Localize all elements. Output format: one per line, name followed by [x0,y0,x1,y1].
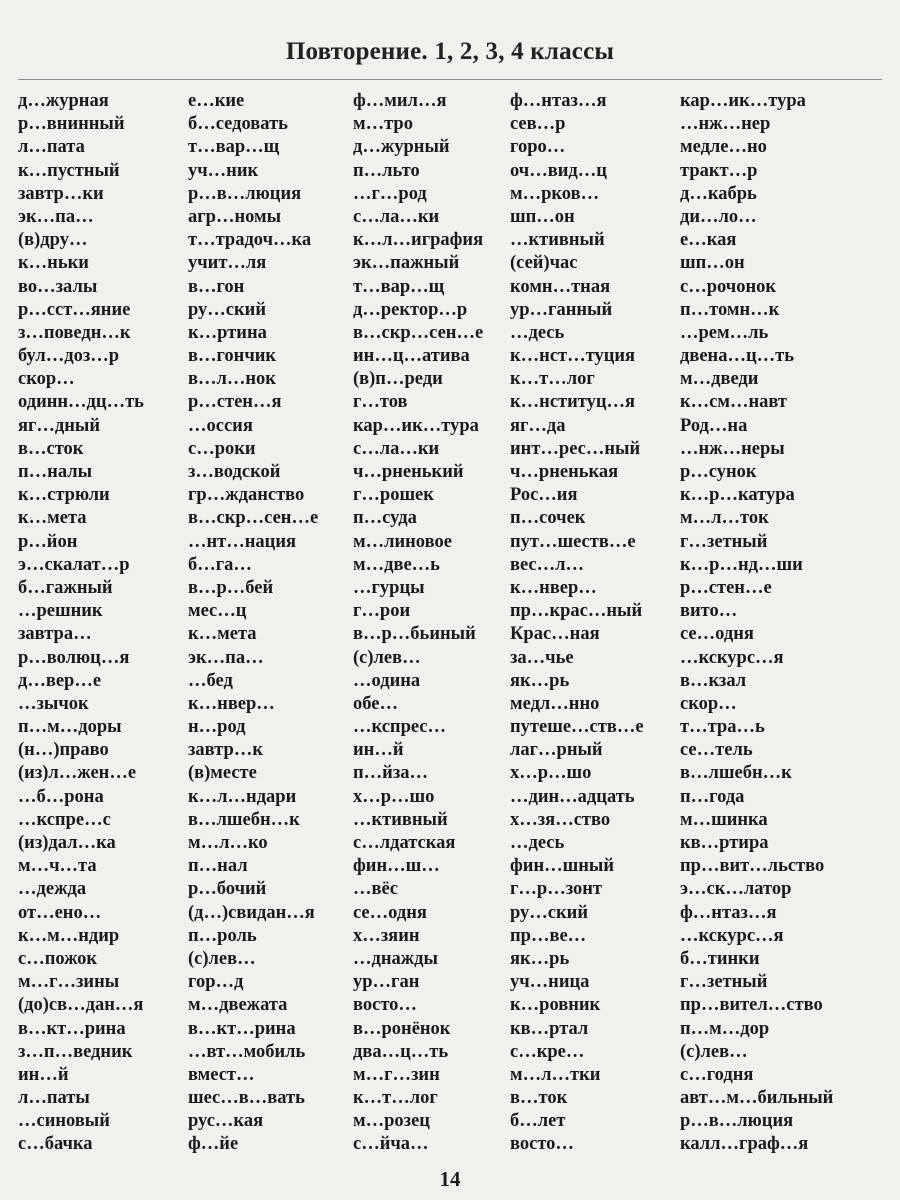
word-item: в…р…бей [188,577,274,598]
word-item: с…рочонок [680,276,777,297]
word-item: …вёс [353,879,398,900]
word-item: м…дведи [680,369,759,390]
word-item: в…гон [188,276,245,297]
word-column-2 [188,90,318,1157]
word-item: …нт…нация [188,531,296,552]
word-item: рус…кая [188,1111,264,1132]
word-item: агр…номы [188,206,282,227]
word-item: (с)лев… [188,948,256,969]
word-item: …гурцы [353,577,425,598]
word-item: в…ток [510,1088,568,1109]
word-item: медл…нно [510,693,600,714]
word-item: к…пустный [18,160,120,181]
word-item: Крас…ная [510,624,600,645]
word-item: п…томн…к [680,299,780,320]
word-item: ин…й [353,740,404,761]
word-item: п…роль [188,925,257,946]
word-item: учит…ля [188,253,267,274]
word-item: …десь [510,322,565,343]
word-item: вес…л… [510,554,585,575]
word-item: одинн…дц…ть [18,392,144,413]
word-item: …ктивный [353,809,448,830]
word-item: Рос…ия [510,485,578,506]
word-item: бул…доз…р [18,346,120,367]
word-item: (с)лев… [353,647,421,668]
word-item: д…ректор…р [353,299,468,320]
word-item: с…ла…ки [353,438,440,459]
word-item: д…журная [18,91,109,111]
word-item: …днажды [353,948,438,969]
word-item: (н…)право [18,740,109,761]
word-item: к…нст…туция [510,346,636,367]
word-item: к…т…лог [353,1088,438,1109]
word-item: (из)дал…ка [18,833,116,853]
word-item: кар…ик…тура [353,415,479,436]
word-item: се…одня [353,902,427,923]
word-item: …бед [188,670,233,691]
word-item: ч…рненькая [510,462,619,482]
word-item: с…годня [680,1064,754,1085]
word-item: м…г…зин [353,1064,440,1085]
word-item: шес…в…вать [188,1088,305,1109]
word-item: б…гажный [18,577,113,598]
word-item: в…гончик [188,346,277,367]
word-item: с…бачка [18,1134,93,1155]
word-item: (в)месте [188,763,257,784]
word-item: п…суда [353,508,417,529]
word-item: к…т…лог [510,369,595,390]
word-item: д…вер…е [18,670,102,691]
word-item: с…лдатская [353,833,456,853]
word-item: т…традоч…ка [188,230,312,251]
word-item: м…л…тки [510,1064,601,1085]
word-item: восто… [510,1134,574,1155]
word-item: б…тинки [680,948,760,969]
word-item: ди…ло… [680,206,757,227]
word-item: (до)св…дан…я [18,995,144,1016]
word-item: н…род [188,717,246,738]
word-item: з…поведн…к [18,322,131,343]
word-item: з…водской [188,462,281,482]
word-item: ч…рненький [353,462,464,482]
word-item: б…га… [188,554,252,575]
word-item: Род…на [680,415,748,436]
word-item: р…в…люция [680,1111,794,1132]
word-item: в…л…нок [188,369,276,390]
word-item: в…скр…сен…е [353,322,484,343]
word-item: вмест… [188,1064,255,1085]
word-item: к…л…ндари [188,786,297,807]
word-item: м…г…зины [18,972,120,993]
word-item: б…лет [510,1111,566,1132]
word-item: к…стрюли [18,485,110,506]
word-item: п…м…доры [18,717,122,738]
word-item: двена…ц…ть [680,346,794,367]
word-item: д…журный [353,137,450,158]
word-item: м…двежата [188,995,288,1016]
word-item: се…тель [680,740,753,761]
word-item: як…рь [510,670,570,691]
word-item: комн…тная [510,276,611,297]
word-item: ф…мил…я [353,91,447,111]
word-item: …г…род [353,183,427,204]
word-column-3 [353,90,483,1157]
word-item: сев…р [510,114,566,135]
word-item: р…йон [18,531,78,552]
word-item: …решник [18,601,103,622]
word-item: р…волюц…я [18,647,130,668]
word-item: с…роки [188,438,256,459]
word-item: пр…ве… [510,925,587,946]
page-number: 14 [439,1167,461,1191]
word-item: як…рь [510,948,570,969]
word-item: кв…ртал [510,1018,589,1039]
word-item: эк…пажный [353,253,460,274]
word-item: к…мета [188,624,257,645]
word-item: пр…вит…льство [680,856,825,877]
word-item: р…стен…я [188,392,282,413]
word-item: р…стен…е [680,577,772,598]
word-item: в…кзал [680,670,747,691]
word-item: т…тра…ь [680,717,765,738]
word-item: с…кре… [510,1041,585,1062]
word-item: во…залы [18,276,98,297]
word-item: ру…ский [510,902,588,923]
word-item: уч…ник [188,160,259,181]
word-item: яг…да [510,415,566,436]
word-item: в…ронёнок [353,1018,451,1039]
word-item: в…лшебн…к [680,763,792,784]
word-item: эк…па… [18,206,94,227]
word-item: гор…д [188,972,244,993]
word-item: х…р…шо [510,763,592,784]
word-item: гр…жданство [188,485,305,506]
word-item: …ктивный [510,230,605,251]
word-item: к…ртина [188,322,267,343]
word-item: скор… [680,693,737,714]
word-item: пр…вител…ство [680,995,823,1016]
word-item: л…паты [18,1088,90,1109]
word-item: ф…нтаз…я [680,902,777,923]
word-item: пр…крас…ный [510,601,643,622]
word-item: яг…дный [18,415,101,436]
word-item: ин…й [18,1064,69,1085]
word-item: р…сст…яние [18,299,131,320]
word-item: …оссия [188,415,253,436]
word-item: завтр…ки [18,183,104,204]
word-item: к…нвер… [510,577,597,598]
word-item: инт…рес…ный [510,438,641,459]
word-item: с…пожок [18,948,98,969]
word-item: к…мета [18,508,87,529]
word-item: п…налы [18,462,93,482]
word-item: м…шинка [680,809,768,830]
word-item: к…см…навт [680,392,787,413]
word-item: л…пата [18,137,85,158]
word-item: …нж…неры [680,438,785,459]
word-item: …рем…ль [680,322,769,343]
word-item: т…вар…щ [353,276,445,297]
word-item: м…ч…та [18,856,97,877]
word-item: п…льто [353,160,420,181]
word-item: г…рои [353,601,411,622]
page-title: Повторение. 1, 2, 3, 4 классы [285,38,615,65]
word-item: (с)лев… [680,1041,748,1062]
word-item: завтра… [18,624,92,645]
word-item: в…сток [18,438,84,459]
word-item: п…йза… [353,763,429,784]
word-item: г…зетный [680,531,768,552]
word-item: (в)п…реди [353,369,443,390]
word-item: р…бочий [188,879,267,900]
word-item: завтр…к [188,740,263,761]
word-item: ур…ганный [510,299,613,320]
word-item: ф…йе [188,1134,239,1155]
word-item: х…зяин [353,925,420,946]
word-item: м…рков… [510,183,600,204]
word-item: в…лшебн…к [188,809,300,830]
word-item: м…л…ток [680,508,769,529]
word-item: е…кая [680,230,737,251]
word-item: …дин…адцать [510,786,635,807]
word-item: с…ла…ки [353,206,440,227]
word-item: э…скалат…р [18,554,130,575]
word-item: (в)дру… [18,230,88,251]
word-item: в…кт…рина [18,1018,126,1039]
word-item: ру…ский [188,299,266,320]
word-item: …десь [510,833,565,853]
word-item: уч…ница [510,972,590,993]
word-item: г…зетный [680,972,768,993]
word-item: (сей)час [510,253,578,274]
word-item: авт…м…бильный [680,1088,834,1109]
word-item: к…ровник [510,995,601,1016]
word-item: к…ньки [18,253,89,274]
word-item: кв…ртира [680,833,769,853]
word-item: м…розец [353,1111,430,1132]
word-item: (д…)свидан…я [188,902,315,923]
word-item: тракт…р [680,160,758,181]
word-item: мес…ц [188,601,247,622]
word-item: калл…граф…я [680,1134,809,1155]
word-item: м…л…ко [188,833,268,853]
word-item: с…йча… [353,1134,429,1155]
word-item: кар…ик…тура [680,91,806,111]
word-item: р…сунок [680,462,757,482]
word-item: м…тро [353,114,413,135]
word-item: м…две…ь [353,554,440,575]
word-item: …зычок [18,693,89,714]
word-item: (из)л…жен…е [18,763,137,784]
word-item: р…в…люция [188,183,302,204]
word-item: эк…па… [188,647,264,668]
word-item: х…зя…ство [510,809,611,830]
word-item: к…нституц…я [510,392,636,413]
word-item: …кспрес… [353,717,447,738]
word-item: от…ено… [18,902,102,923]
word-item: м…линовое [353,531,452,552]
word-item: б…седовать [188,114,288,135]
word-item: п…м…дор [680,1018,770,1039]
word-item: т…вар…щ [188,137,280,158]
word-item: ф…нтаз…я [510,91,607,111]
word-item: г…рошек [353,485,434,506]
word-item: к…р…нд…ши [680,554,803,575]
word-column-1 [18,90,144,1157]
word-item: восто… [353,995,417,1016]
word-item: …одина [353,670,421,691]
word-item: …кспре…с [18,809,111,830]
word-item: в…скр…сен…е [188,508,319,529]
word-item: фин…шный [510,856,614,877]
word-item: два…ц…ть [353,1041,449,1062]
word-item: …кскурс…я [680,647,784,668]
word-item: з…п…ведник [18,1041,133,1062]
word-item: к…нвер… [188,693,275,714]
word-column-4 [510,90,644,1157]
word-item: п…нал [188,856,248,877]
word-item: …б…рона [18,786,104,807]
title-underline [18,79,882,80]
word-item: …кскурс…я [680,925,784,946]
word-item: к…м…ндир [18,925,120,946]
word-item: за…чье [510,647,574,668]
word-item: г…р…зонт [510,879,603,900]
word-item: …дежда [18,879,87,900]
word-item: скор… [18,369,75,390]
word-item: обе… [353,693,398,714]
word-item: оч…вид…ц [510,160,607,181]
word-item: шп…он [510,206,575,227]
word-item: к…л…играфия [353,230,484,251]
word-item: путеше…ств…е [510,717,644,738]
word-item: …синовый [18,1111,110,1132]
word-column-5 [680,90,833,1157]
word-item: р…внинный [18,114,125,135]
word-item: ин…ц…атива [353,346,470,367]
word-item: д…кабрь [680,183,757,204]
word-item: п…года [680,786,745,807]
word-item: ур…ган [353,972,420,993]
word-item: х…р…шо [353,786,435,807]
word-item: к…р…катура [680,485,795,506]
word-item: медле…но [680,137,767,158]
word-item: шп…он [680,253,745,274]
word-item: пут…шеств…е [510,531,636,552]
word-item: э…ск…латор [680,879,792,900]
word-item: горо… [510,137,566,158]
word-item: г…тов [353,392,408,413]
word-item: в…р…бьиный [353,624,476,645]
word-item: в…кт…рина [188,1018,296,1039]
word-item: лаг…рный [510,740,603,761]
word-item: …нж…нер [680,114,771,135]
word-item: фин…ш… [353,856,440,877]
word-item: п…сочек [510,508,586,529]
word-item: …вт…мобиль [188,1041,306,1062]
word-item: се…одня [680,624,754,645]
word-item: вито… [680,601,738,622]
word-item: е…кие [188,91,245,111]
